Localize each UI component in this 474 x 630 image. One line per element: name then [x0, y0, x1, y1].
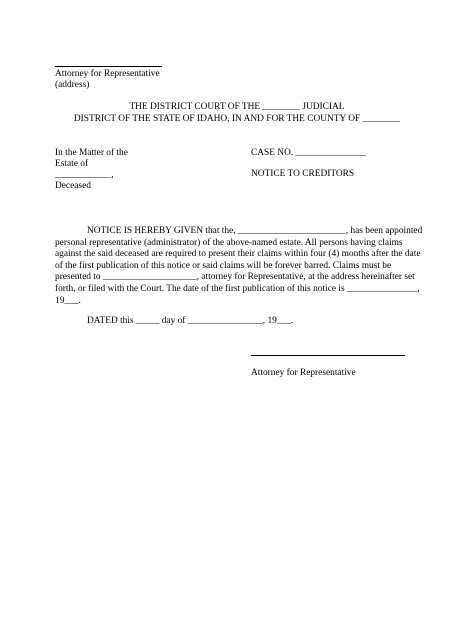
attorney-address: (address)	[55, 80, 90, 90]
matter-line4: Deceased	[55, 181, 91, 191]
notice-paragraph	[55, 226, 427, 307]
attorney-signature-line	[55, 66, 162, 67]
signature-label: Attorney for Representative	[251, 368, 356, 378]
matter-line1: In the Matter of the	[55, 148, 128, 158]
court-heading-line2: DISTRICT OF THE STATE OF IDAHO, IN AND FOR THE COUNTY OF ________	[73, 114, 401, 124]
bottom-signature-line	[251, 355, 405, 356]
court-heading-line1: THE DISTRICT COURT OF THE ________ JUDICIAL	[129, 102, 345, 112]
matter-decedent-name: ____________,	[55, 170, 114, 180]
matter-line2: Estate of	[55, 159, 89, 169]
document-title: NOTICE TO CREDITORS	[251, 169, 355, 179]
dated-line: DATED this _____ day of ________________, 19___.	[87, 316, 294, 326]
notice-paragraph-text: NOTICE IS HEREBY GIVEN that the, _______________________, has been appointed personal representative (administrator) of the above-named estate. All persons having claims against the said deceased are required to present their claims within four (4) months after the date of the first publication of this notice or said claims will be forever barred. Claims must be presented to ____________________, attorney for Representative, at the address hereinafter set forth, or filed with the Court. The date of the first publication of this notice is _______________, 19___.	[55, 226, 423, 306]
case-number: CASE NO. _______________	[251, 148, 366, 158]
attorney-label: Attorney for Representative	[55, 69, 160, 79]
